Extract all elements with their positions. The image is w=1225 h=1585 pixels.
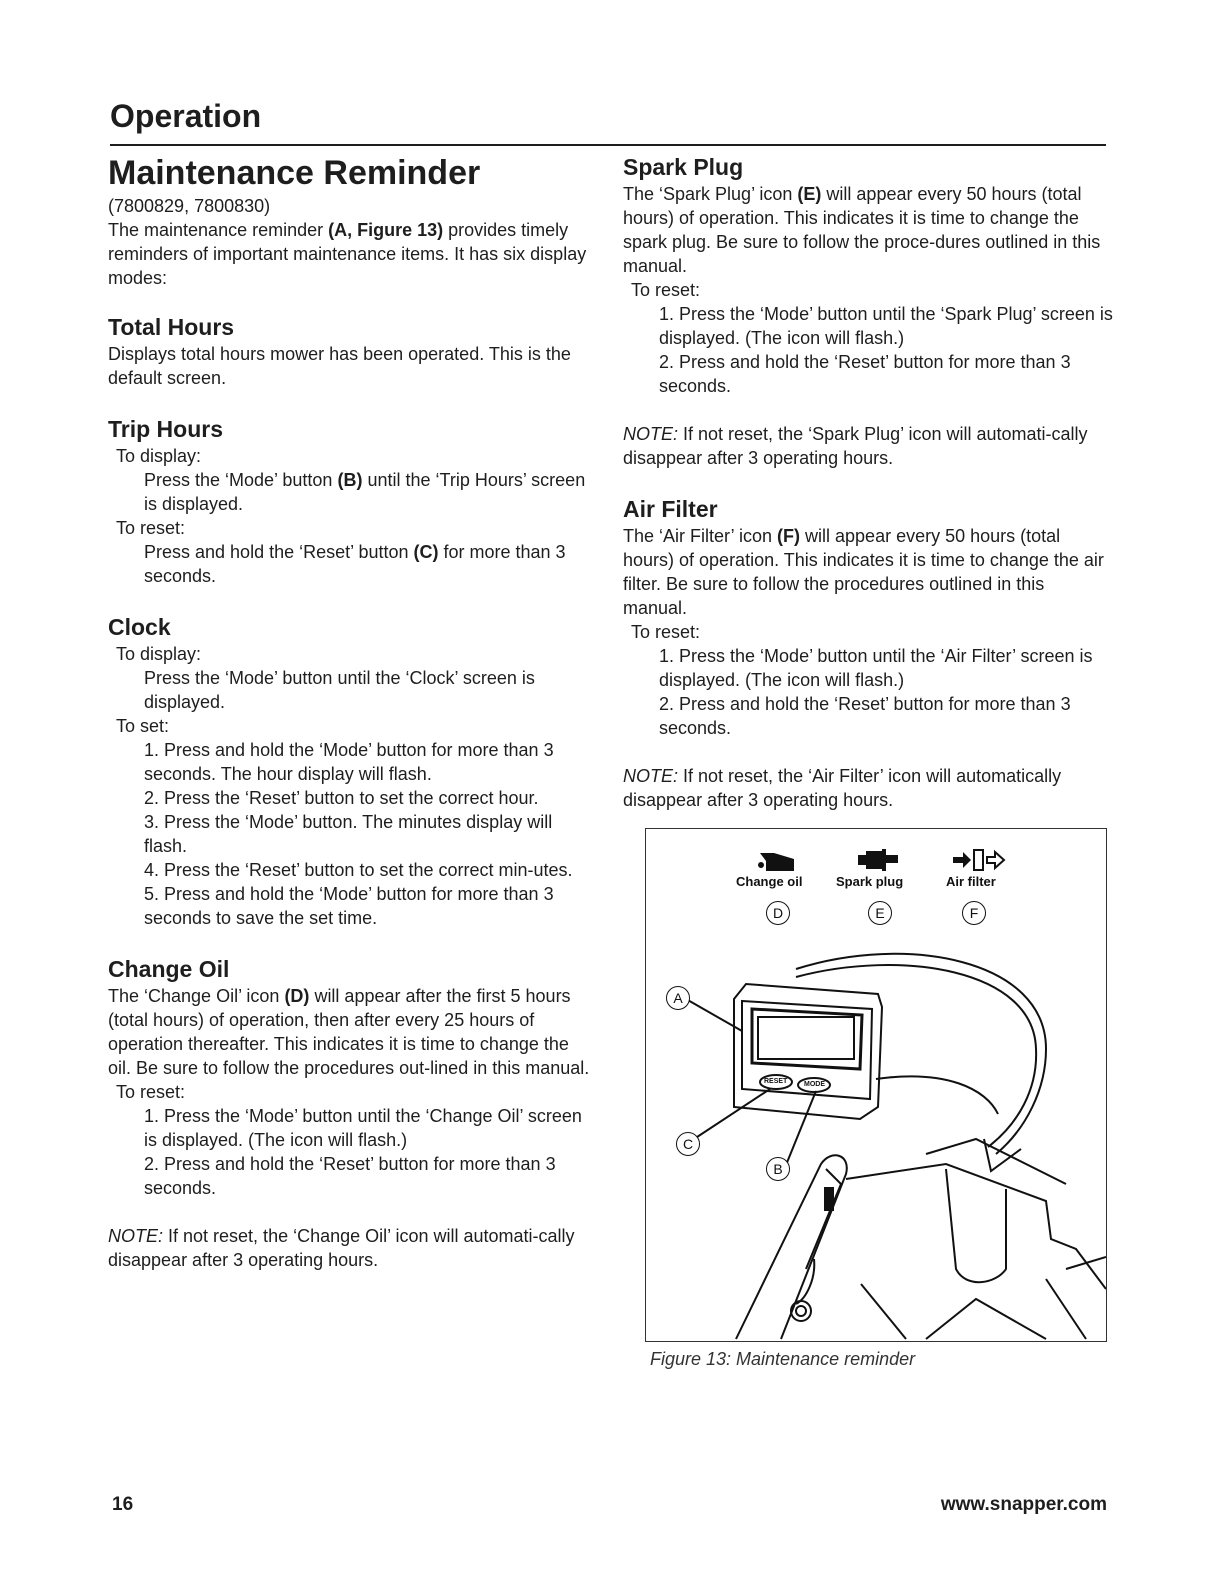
mode-button-label: MODE	[804, 1081, 825, 1088]
trip-hours-heading: Trip Hours	[108, 416, 224, 442]
spark-plug-heading: Spark Plug	[623, 154, 744, 180]
spark-plug-step: 1. Press the ‘Mode’ button until the ‘Spark Plug’ screen is displayed. (The icon will flash.)	[659, 304, 1113, 348]
spark-plug-note: NOTE: If not reset, the ‘Spark Plug’ icon will automati-cally disappear after 3 operating hours.	[623, 424, 1088, 468]
header-rule	[110, 144, 1106, 146]
callout-a: A	[666, 986, 690, 1010]
page-title: Maintenance Reminder	[108, 154, 481, 192]
spark-plug-label: Spark plug	[836, 874, 904, 889]
total-hours-heading: Total Hours	[108, 314, 235, 340]
callout-f: F	[962, 901, 986, 925]
change-oil-body: The ‘Change Oil’ icon (D) will appear after the first 5 hours (total hours) of operation, then after every 25 hours of operation thereafter. This indicates it is time to change the oil. Be sure to follow the procedures out-lined in this manual.	[108, 986, 590, 1078]
clock-heading: Clock	[108, 614, 171, 640]
callout-e: E	[868, 901, 892, 925]
change-oil-note: NOTE: If not reset, the ‘Change Oil’ icon will automati-cally disappear after 3 operating hours.	[108, 1226, 575, 1270]
trip-to-reset: To reset:	[116, 518, 186, 538]
air-filter-step: 1. Press the ‘Mode’ button until the ‘Air Filter’ screen is displayed. (The icon will flash.)	[659, 646, 1093, 690]
spark-plug-body: The ‘Spark Plug’ icon (E) will appear every 50 hours (total hours) of operation. This indicates it is time to change the spark plug. Be sure to follow the proce-dures outlined in this manual.	[623, 184, 1101, 276]
air-filter-to-reset: To reset:	[631, 622, 701, 642]
air-filter-step: 2. Press and hold the ‘Reset’ button for more than 3 seconds.	[659, 694, 1071, 738]
clock-to-set: To set:	[116, 716, 170, 736]
change-oil-heading: Change Oil	[108, 956, 230, 982]
figure-caption: Figure 13: Maintenance reminder	[650, 1349, 916, 1369]
air-filter-label: Air filter	[946, 874, 996, 889]
right-column	[623, 152, 1113, 812]
spark-plug-step: 2. Press and hold the ‘Reset’ button for more than 3 seconds.	[659, 352, 1071, 396]
total-hours-body: Displays total hours mower has been operated. This is the default screen.	[108, 344, 571, 388]
page-number: 16	[112, 1494, 134, 1515]
clock-step: 1. Press and hold the ‘Mode’ button for more than 3 seconds. The hour display will flash.	[144, 740, 554, 784]
callout-b: B	[766, 1157, 790, 1181]
spark-plug-icon	[856, 847, 900, 871]
clock-step: 4. Press the ‘Reset’ button to set the correct min-utes.	[144, 860, 573, 880]
change-oil-icon	[756, 849, 796, 871]
mower-handle-illustration	[646, 939, 1106, 1341]
change-oil-label: Change oil	[736, 874, 803, 889]
left-column	[108, 152, 593, 1272]
spark-plug-to-reset: To reset:	[631, 280, 701, 300]
trip-display-text: Press the ‘Mode’ button (B) until the ‘Trip Hours’ screen is displayed.	[144, 470, 586, 514]
reset-button-label: RESET	[764, 1078, 788, 1085]
change-oil-step: 2. Press and hold the ‘Reset’ button for more than 3 seconds.	[144, 1154, 556, 1198]
air-filter-note: NOTE: If not reset, the ‘Air Filter’ icon will automatically disappear after 3 operating hours.	[623, 766, 1062, 810]
callout-c: C	[676, 1132, 700, 1156]
trip-to-display: To display:	[116, 446, 202, 466]
figure-13	[645, 828, 1107, 1342]
air-filter-icon	[951, 847, 1007, 873]
change-oil-to-reset: To reset:	[116, 1082, 186, 1102]
clock-step: 5. Press and hold the ‘Mode’ button for more than 3 seconds to save the set time.	[144, 884, 554, 928]
intro-paragraph: The maintenance reminder (A, Figure 13) provides timely reminders of important maintenance items. It has six display modes:	[108, 220, 587, 288]
clock-step: 3. Press the ‘Mode’ button. The minutes display will flash.	[144, 812, 553, 856]
clock-step: 2. Press the ‘Reset’ button to set the correct hour.	[144, 788, 539, 808]
change-oil-step: 1. Press the ‘Mode’ button until the ‘Change Oil’ screen is displayed. (The icon will flash.)	[144, 1106, 582, 1150]
section-title: Operation	[110, 98, 262, 134]
air-filter-heading: Air Filter	[623, 496, 718, 522]
website-link[interactable]: www.snapper.com	[940, 1494, 1107, 1515]
clock-to-display: To display:	[116, 644, 202, 664]
clock-display-text: Press the ‘Mode’ button until the ‘Clock’ screen is displayed.	[144, 668, 535, 712]
callout-d: D	[766, 901, 790, 925]
air-filter-body: The ‘Air Filter’ icon (F) will appear every 50 hours (total hours) of operation. This indicates it is time to change the air filter. Be sure to follow the procedures outlined in this manual.	[623, 526, 1104, 618]
trip-reset-text: Press and hold the ‘Reset’ button (C) for more than 3 seconds.	[144, 542, 566, 586]
model-numbers: (7800829, 7800830)	[108, 196, 271, 216]
